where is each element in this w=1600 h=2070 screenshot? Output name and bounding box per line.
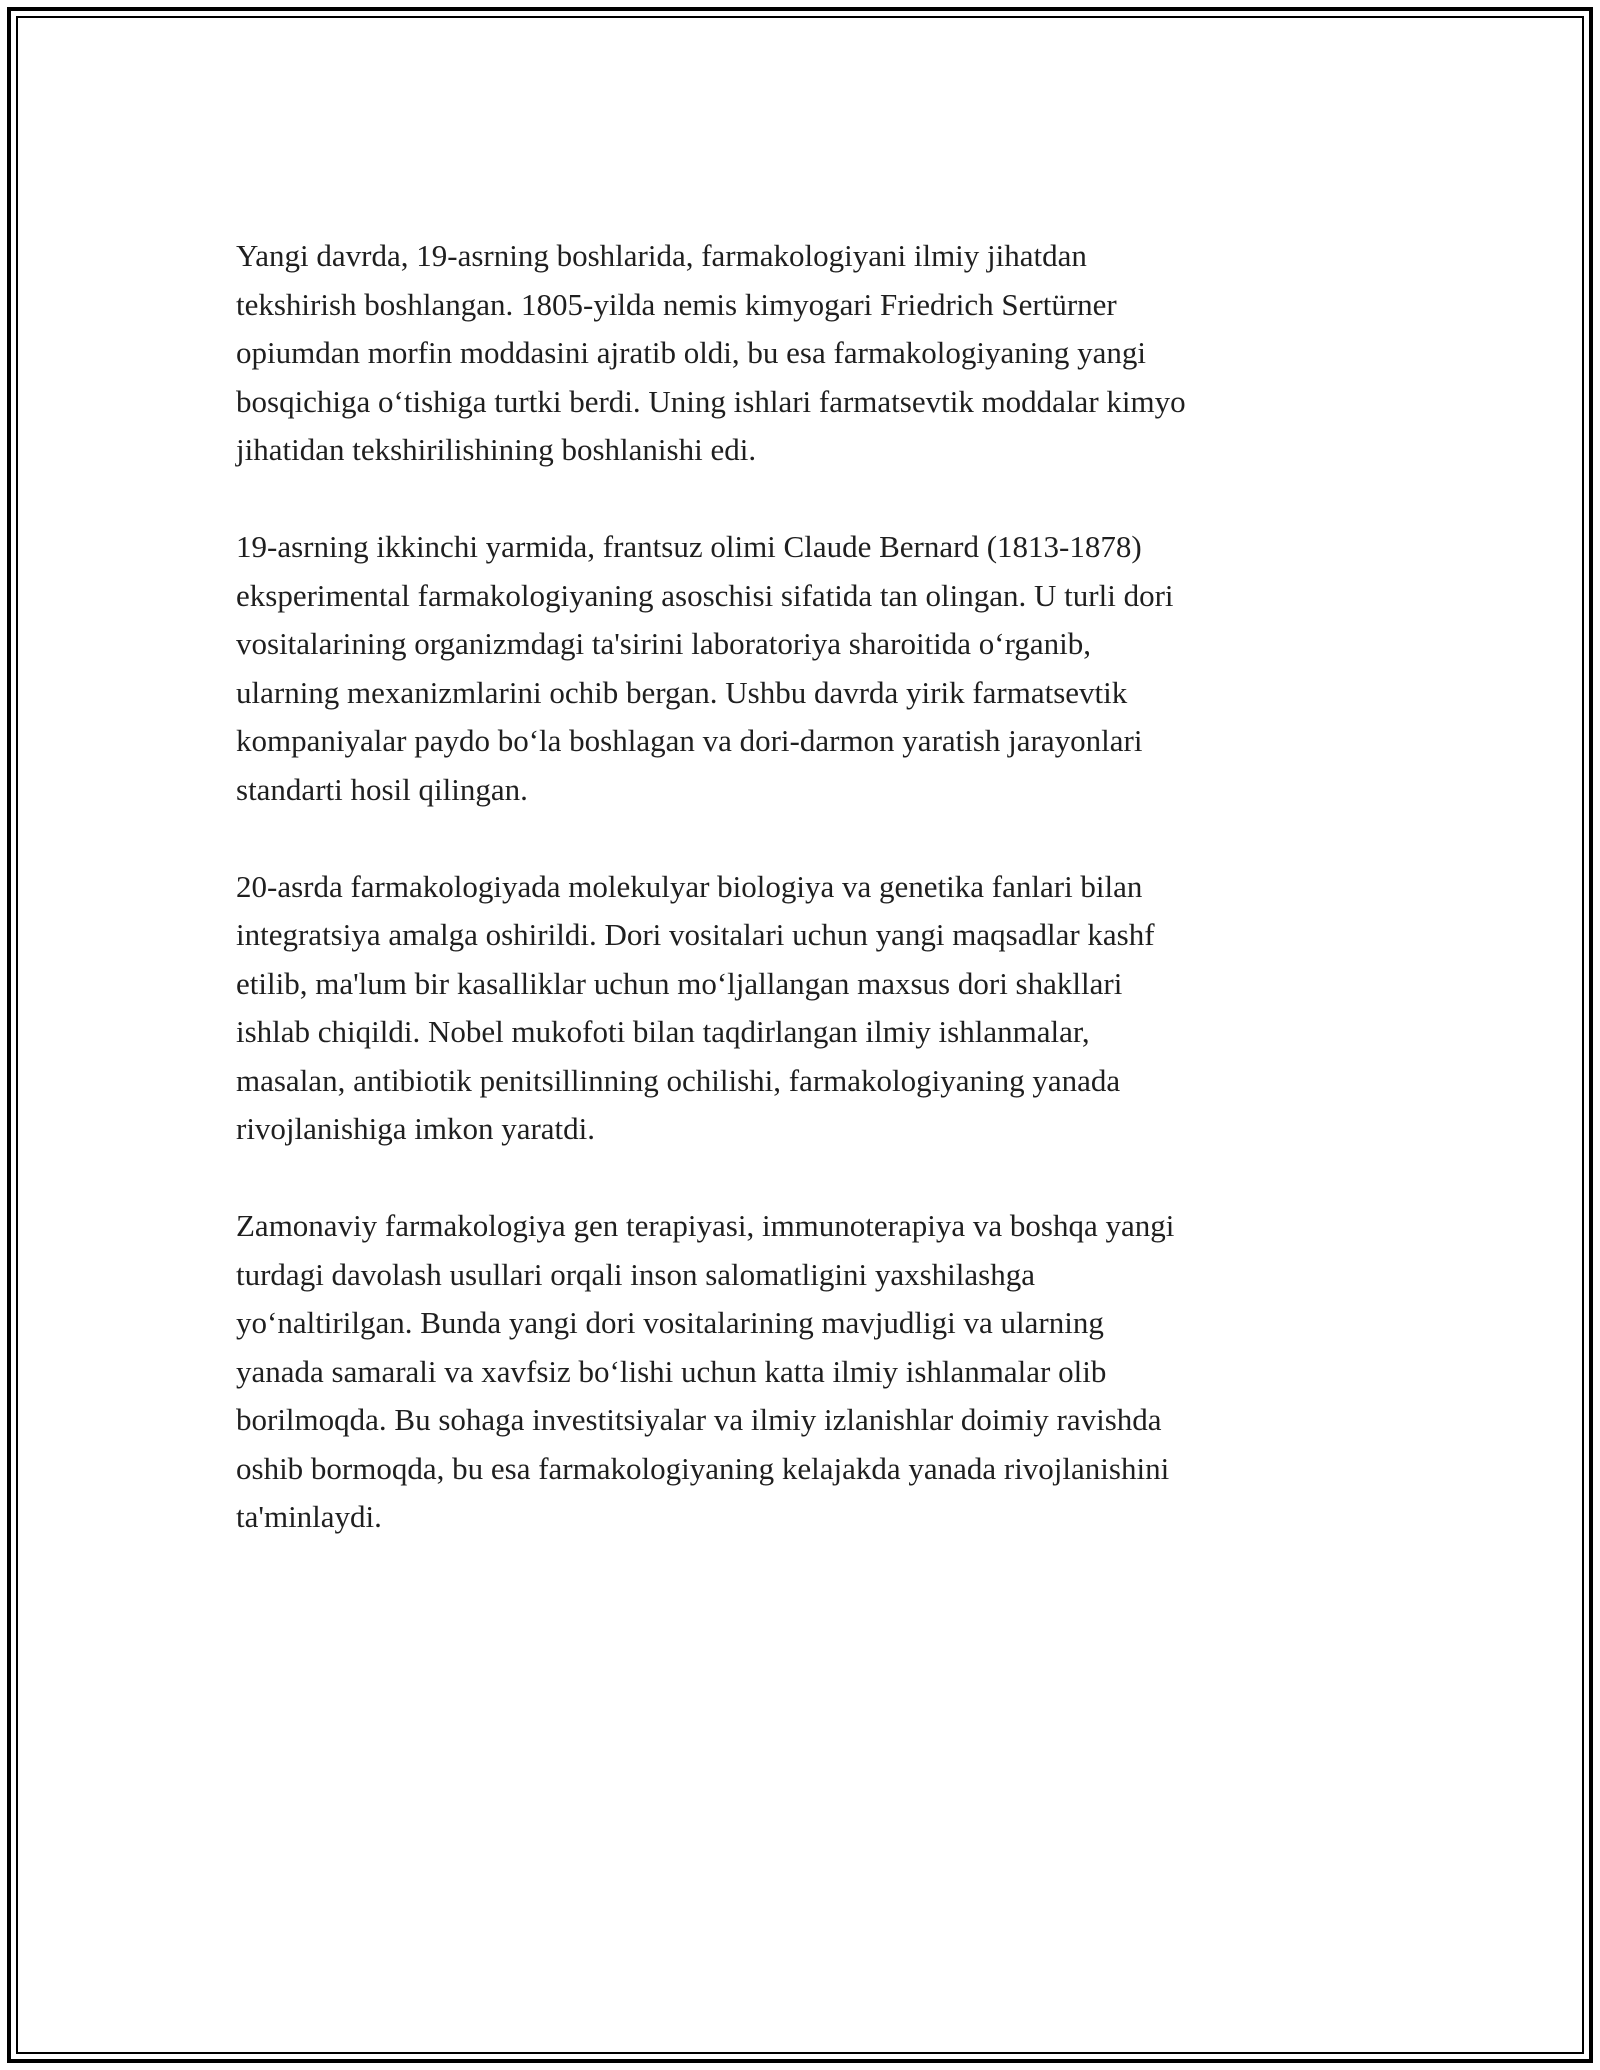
text-line: yanada samarali va xavfsiz bo‘lishi uchun katta ilmiy ishlanmalar olib <box>236 1353 1107 1389</box>
text-line: bosqichiga o‘tishiga turtki berdi. Uning ishlari farmatsevtik moddalar kimyo <box>236 383 1186 419</box>
text-line: oshib bormoqda, bu esa farmakologiyaning kelajakda yanada rivojlanishini <box>236 1450 1170 1486</box>
text-line: rivojlanishiga imkon yaratdi. <box>236 1111 596 1146</box>
text-line: kompaniyalar paydo bo‘la boshlagan va dori-darmon yaratish jarayonlari <box>236 723 1143 758</box>
text-line: ishlab chiqildi. Nobel mukofoti bilan taqdirlangan ilmiy ishlanmalar, <box>236 1014 1090 1049</box>
paragraph-2 <box>236 523 1376 814</box>
text-line: vositalarining organizmdagi ta'sirini laboratoriya sharoitida o‘rganib, <box>236 626 1091 661</box>
text-line: integratsiya amalga oshirildi. Dori vositalari uchun yangi maqsadlar kashf <box>236 917 1155 952</box>
text-line: yo‘naltirilgan. Bunda yangi dori vositalarining mavjudligi va ularning <box>236 1305 1104 1340</box>
text-line: standarti hosil qilingan. <box>236 771 528 807</box>
text-line: ularning mexanizmlarini ochib bergan. Ushbu davrda yirik farmatsevtik <box>236 674 1128 710</box>
text-line: eksperimental farmakologiyaning asoschisi sifatida tan olingan. U turli dori <box>236 577 1174 613</box>
document-body <box>236 232 1376 1542</box>
text-line: 20-asrda farmakologiyada molekulyar biologiya va genetika fanlari bilan <box>236 868 1143 904</box>
text-line: opiumdan morfin moddasini ajratib oldi, bu esa farmakologiyaning yangi <box>236 335 1147 370</box>
paragraph-1 <box>236 232 1376 475</box>
text-line: tekshirish boshlangan. 1805-yilda nemis kimyogari Friedrich Sertürner <box>236 286 1117 322</box>
text-line: jihatidan tekshirilishining boshlanishi edi. <box>236 432 757 467</box>
paragraph-4 <box>236 1202 1376 1542</box>
text-line: Zamonaviy farmakologiya gen terapiyasi, immunoterapiya va boshqa yangi <box>236 1208 1175 1243</box>
text-line: 19-asrning ikkinchi yarmida, frantsuz olimi Claude Bernard (1813-1878) <box>236 529 1142 564</box>
text-line: borilmoqda. Bu sohaga investitsiyalar va ilmiy izlanishlar doimiy ravishda <box>236 1402 1162 1437</box>
text-line: turdagi davolash usullari orqali inson salomatligini yaxshilashga <box>236 1256 1035 1292</box>
paragraph-3 <box>236 863 1376 1154</box>
text-line: etilib, ma'lum bir kasalliklar uchun mo‘ljallangan maxsus dori shakllari <box>236 965 1123 1001</box>
text-line: Yangi davrda, 19-asrning boshlarida, farmakologiyani ilmiy jihatdan <box>236 238 1087 273</box>
text-line: ta'minlaydi. <box>236 1499 382 1534</box>
text-line: masalan, antibiotik penitsillinning ochilishi, farmakologiyaning yanada <box>236 1062 1121 1098</box>
